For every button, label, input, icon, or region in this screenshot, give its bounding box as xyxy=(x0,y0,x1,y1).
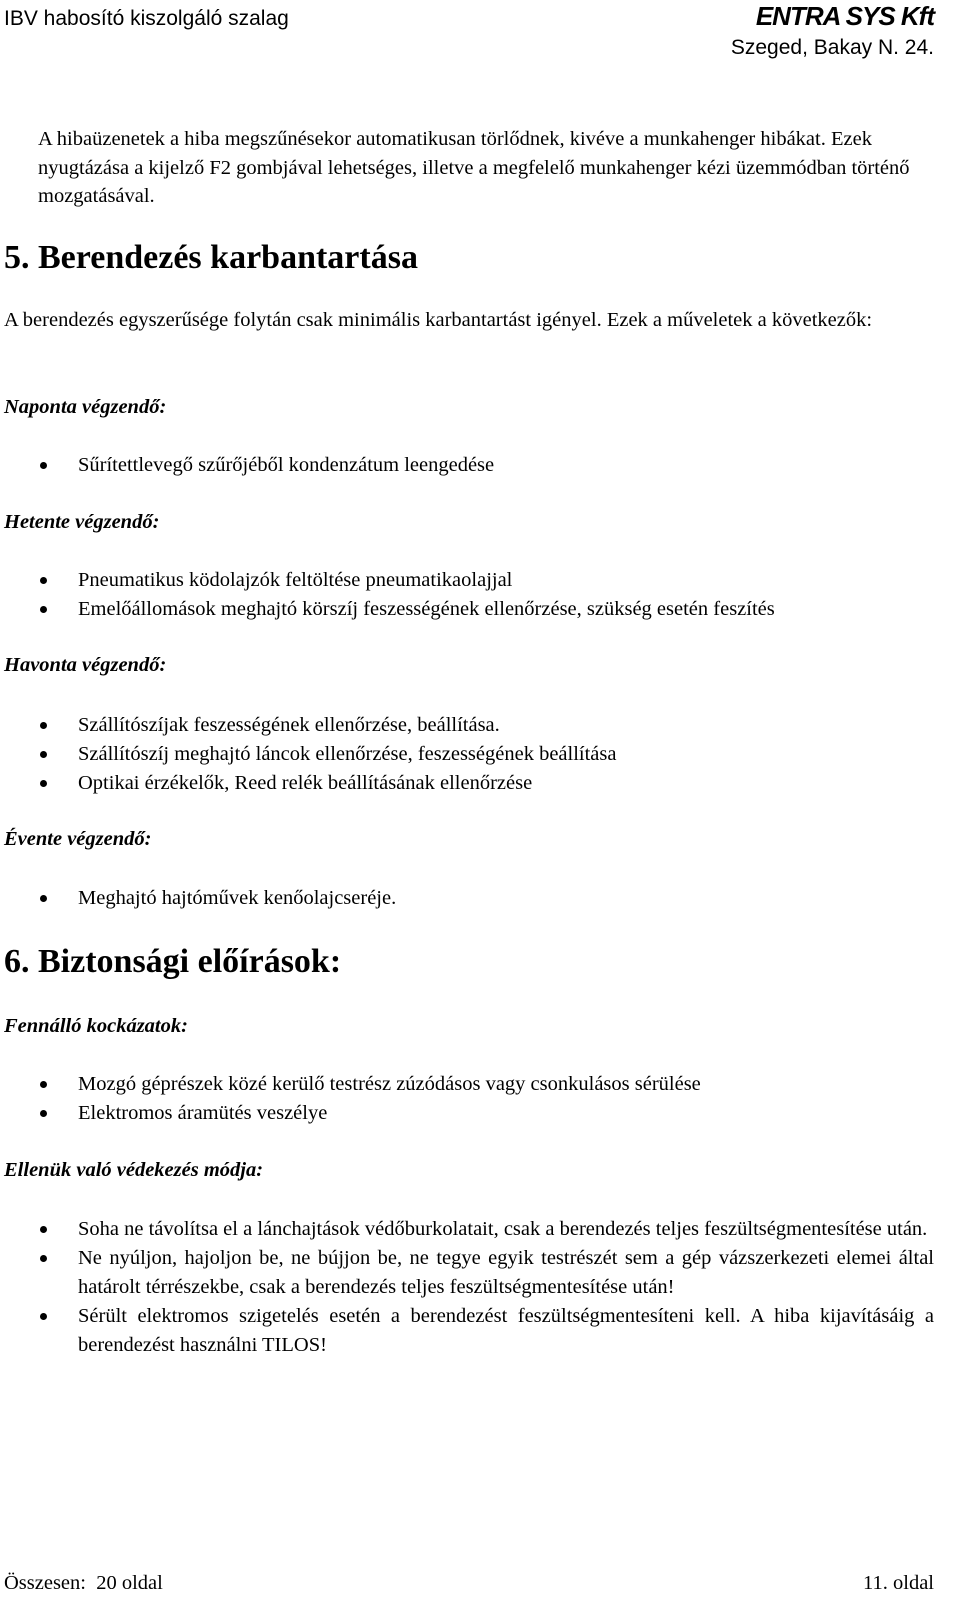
company-logo: ENTRA SYS Kft xyxy=(755,1,934,31)
bullet-icon xyxy=(40,1313,47,1320)
list-item: Ne nyúljon, hajoljon be, ne bújjon be, ne tegye egyik testrészét sem a gép vázszerkezeti elemei által határolt térrészekbe, csak a berendezés teljes feszültségmentesítése után! xyxy=(0,1244,934,1302)
daily-list xyxy=(0,451,934,480)
risks-list xyxy=(0,1070,934,1128)
bullet-icon xyxy=(40,751,47,758)
bullet-icon xyxy=(40,1081,47,1088)
list-item: Sérült elektromos szigetelés esetén a berendezést feszültségmentesíteni kell. A hiba kijavításáig a berendezést használni TILOS! xyxy=(0,1302,934,1360)
yearly-list xyxy=(0,884,934,913)
bullet-icon xyxy=(40,577,47,584)
section-6-heading: 6. Biztonsági előírások: xyxy=(4,943,342,980)
maintenance-intro: A berendezés egyszerűsége folytán csak minimális karbantartást igényel. Ezek a műveletek a következők: xyxy=(4,309,873,331)
weekly-list xyxy=(0,566,934,624)
weekly-heading: Hetente végzendő: xyxy=(4,511,160,533)
list-item: Szállítószíj meghajtó láncok ellenőrzése, feszességének beállítása xyxy=(0,740,934,769)
bullet-icon xyxy=(40,722,47,729)
list-item: Meghajtó hajtóművek kenőolajcseréje. xyxy=(0,884,934,913)
bullet-icon xyxy=(40,1110,47,1117)
bullet-icon xyxy=(40,895,47,902)
company-address: Szeged, Bakay N. 24. xyxy=(730,36,934,59)
bullet-icon xyxy=(40,606,47,613)
yearly-heading: Évente végzendő: xyxy=(4,828,152,850)
monthly-list xyxy=(0,711,934,798)
bullet-icon xyxy=(40,780,47,787)
page-number: 11. oldal xyxy=(863,1572,934,1594)
total-pages: Összesen: 20 oldal xyxy=(4,1572,163,1594)
risks-heading: Fennálló kockázatok: xyxy=(4,1015,188,1037)
list-item: Elektromos áramütés veszélye xyxy=(0,1099,934,1128)
document-title: IBV habosító kiszolgáló szalag xyxy=(4,7,289,30)
list-item: Szállítószíjak feszességének ellenőrzése, beállítása. xyxy=(0,711,934,740)
list-item: Soha ne távolítsa el a lánchajtások védőburkolatait, csak a berendezés teljes feszültségmentesítése után. xyxy=(0,1215,934,1244)
daily-heading: Naponta végzendő: xyxy=(4,396,167,418)
section-5-heading: 5. Berendezés karbantartása xyxy=(4,239,418,276)
monthly-heading: Havonta végzendő: xyxy=(4,654,167,676)
list-item: Sűrítettlevegő szűrőjéből kondenzátum leengedése xyxy=(0,451,934,480)
list-item: Pneumatikus ködolajzók feltöltése pneumatikaolajjal xyxy=(0,566,934,595)
list-item: Optikai érzékelők, Reed relék beállításának ellenőrzése xyxy=(0,769,934,798)
bullet-icon xyxy=(40,462,47,469)
protection-heading: Ellenük való védekezés módja: xyxy=(4,1159,264,1181)
bullet-icon xyxy=(40,1255,47,1262)
protection-list xyxy=(0,1215,934,1360)
list-item: Mozgó géprészek közé kerülő testrész zúzódásos vagy csonkulásos sérülése xyxy=(0,1070,934,1099)
list-item: Emelőállomások meghajtó körszíj feszességének ellenőrzése, szükség esetén feszítés xyxy=(0,595,934,624)
intro-paragraph: A hibaüzenetek a hiba megszűnésekor automatikusan törlődnek, kivéve a munkahenger hibákat. Ezek nyugtázása a kijelző F2 gombjával lehetséges, illetve a megfelelő munkahenger kézi üzemmódban történő mozgatásával. xyxy=(38,128,910,207)
bullet-icon xyxy=(40,1226,47,1233)
